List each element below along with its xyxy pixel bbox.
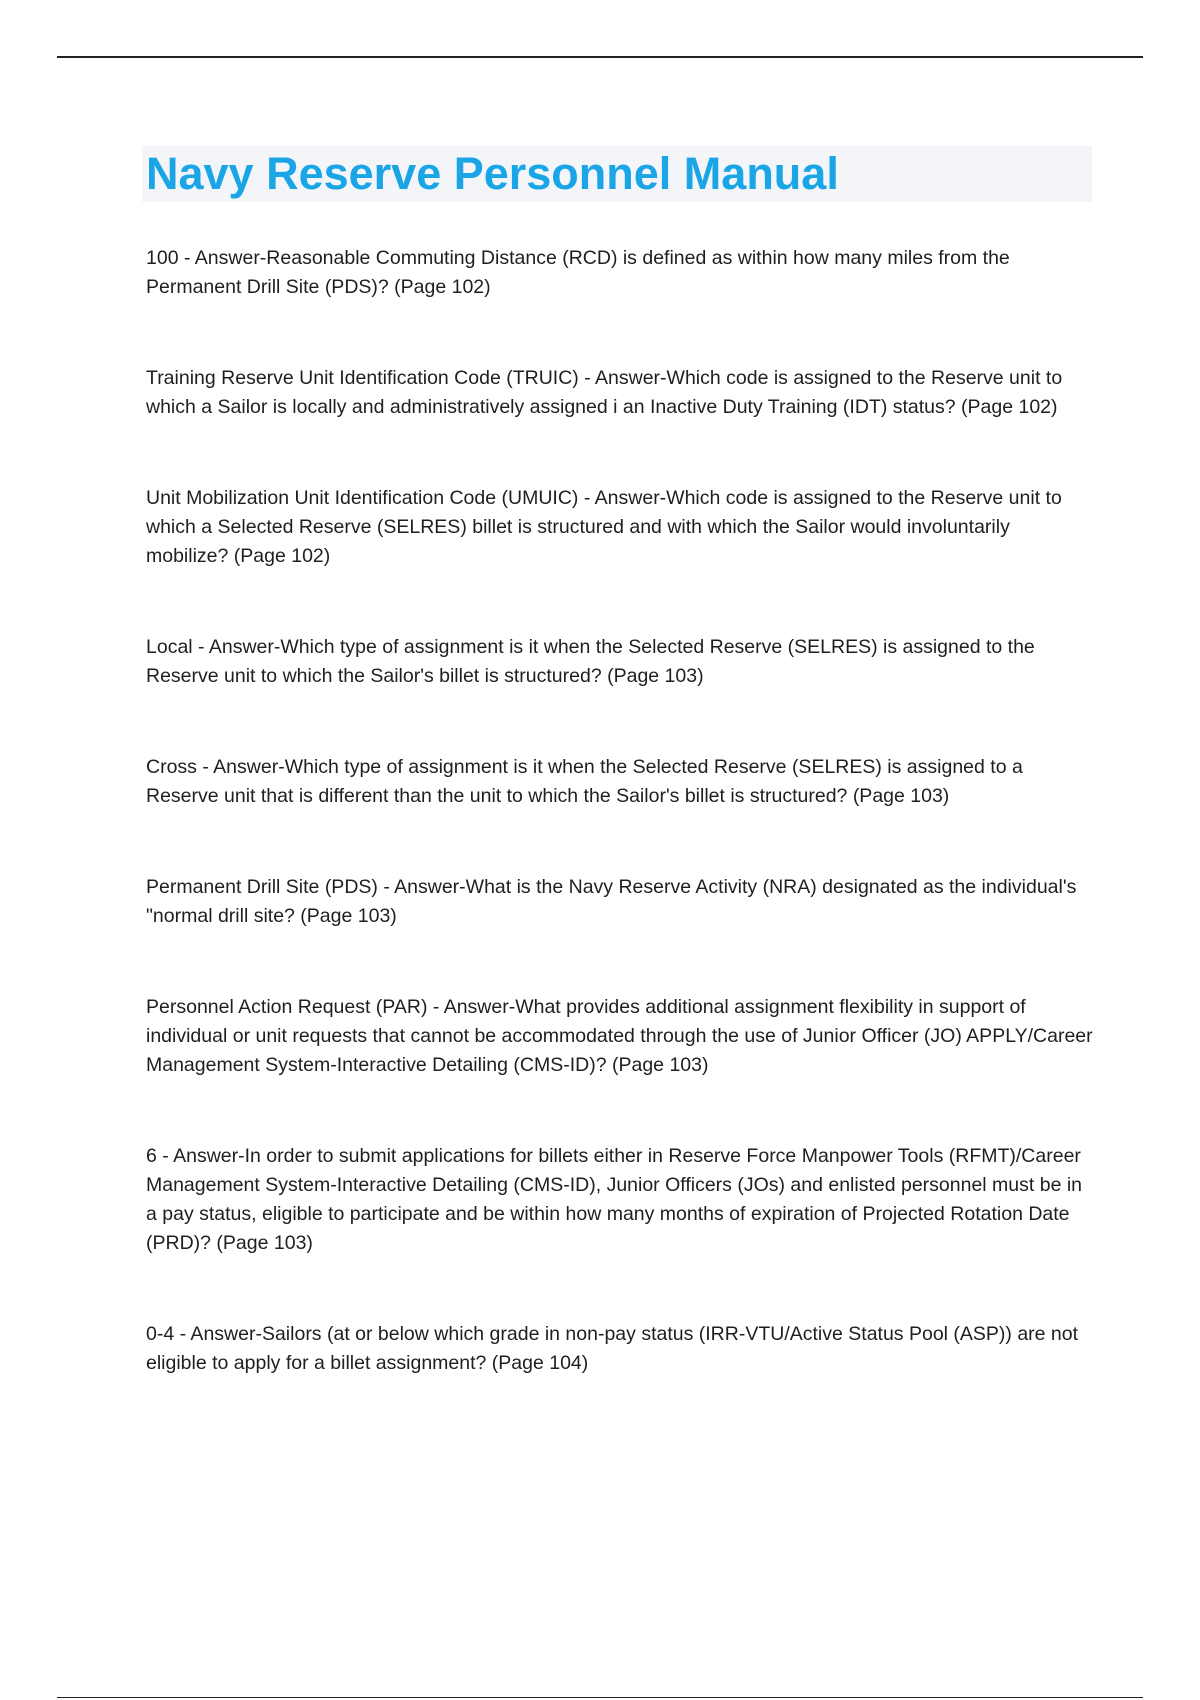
entry-truic: Training Reserve Unit Identification Code (TRUIC) - Answer-Which code is assigned to the Reserve unit to which a Sailor is locally and administratively assigned i an Inactive Duty Training (IDT) status? (Page 102) (146, 367, 1063, 418)
entry-pds: Permanent Drill Site (PDS) - Answer-What is the Navy Reserve Activity (NRA) designated as the individual's "normal drill site? (Page 103) (146, 876, 1077, 927)
entry-cross: Cross - Answer-Which type of assignment is it when the Selected Reserve (SELRES) is assigned to a Reserve unit that is different than the unit to which the Sailor's billet is structured? (Page 103) (146, 756, 1023, 807)
entry-billet-application: 6 - Answer-In order to submit applications for billets either in Reserve Force Manpower Tools (RFMT)/Career Management System-Interactive Detailing (CMS-ID), Junior Officers (JOs) and enlisted personnel must be in a pay status, eligible to participate and be within how many months of expiration of Projected Rotation Date (PRD)? (Page 103) (146, 1145, 1083, 1254)
entry-list (146, 244, 1096, 1378)
entry-local: Local - Answer-Which type of assignment is it when the Selected Reserve (SELRES) is assigned to the Reserve unit to which the Sailor's billet is structured? (Page 103) (146, 636, 1035, 687)
entry-grade-eligibility: 0-4 - Answer-Sailors (at or below which grade in non-pay status (IRR-VTU/Active Status Pool (ASP)) are not eligible to apply for a billet assignment? (Page 104) (146, 1323, 1079, 1374)
entry-rcd: 100 - Answer-Reasonable Commuting Distance (RCD) is defined as within how many miles from the Permanent Drill Site (PDS)? (Page 102) (146, 247, 1010, 298)
bottom-rule (57, 1697, 1143, 1698)
entry-umuic: Unit Mobilization Unit Identification Code (UMUIC) - Answer-Which code is assigned to the Reserve unit to which a Selected Reserve (SELRES) billet is structured and with which the Sailor would involuntarily mobilize? (Page 102) (146, 487, 1062, 567)
top-rule (57, 56, 1143, 58)
document-title: Navy Reserve Personnel Manual (146, 148, 839, 199)
entry-par: Personnel Action Request (PAR) - Answer-What provides additional assignment flexibility in support of individual or unit requests that cannot be accommodated through the use of Junior Officer (JO) APPLY/Career Management System-Interactive Detailing (CMS-ID)? (Page 103) (146, 996, 1093, 1076)
